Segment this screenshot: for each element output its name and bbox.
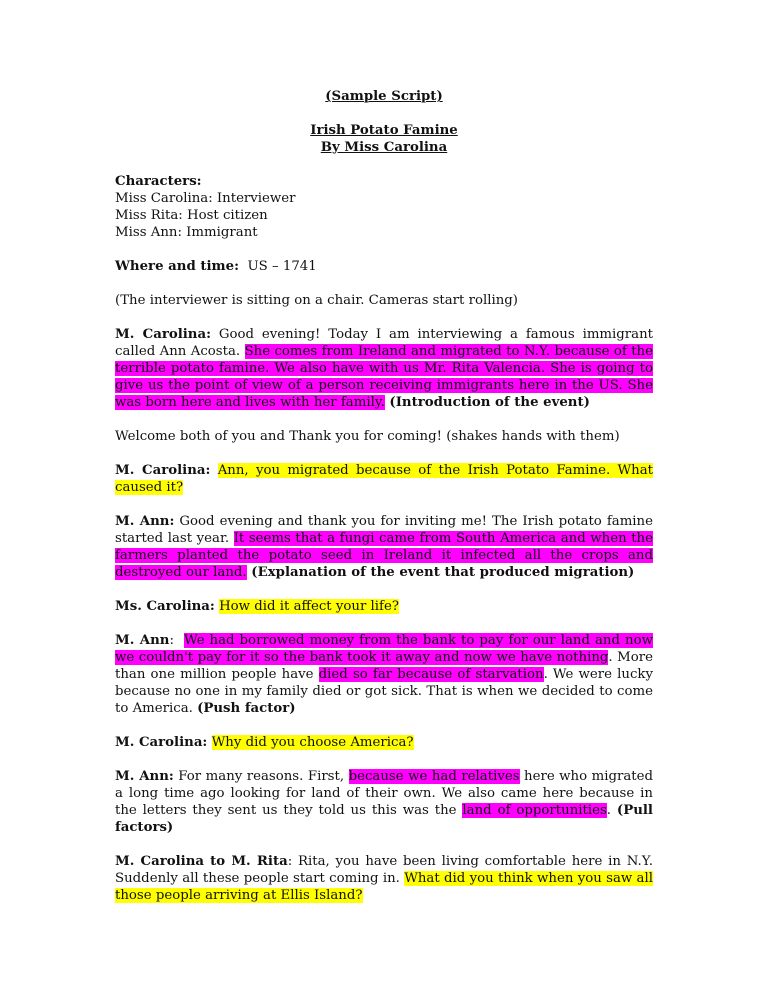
character-item: Miss Carolina: Interviewer [115,191,296,206]
annotation-note: (Introduction of the event) [384,395,590,410]
speaker-label: M. Ann [115,633,170,648]
dialogue-paragraph-1 [115,326,653,411]
stage-direction: (The interviewer is sitting on a chair. Cameras start rolling) [115,293,518,308]
dialogue-paragraph-2 [115,462,653,496]
annotation-note: (Push factor) [197,701,296,716]
highlighted-text: died so far because of starvation [318,667,544,682]
highlighted-text: She comes from Ireland and migrated to N.Y. because of the terrible potato famine. We also have with us Mr. Rita Valencia. She is going to give us the point of view of a person receiving immigrants here in the US. She was born here and lives with her family. [115,344,653,410]
dialogue-text: . [606,803,617,818]
dialogue-paragraph-8 [115,853,653,904]
dialogue-text: . More than one million people have [115,650,653,682]
document-title: Irish Potato Famine [310,123,458,138]
sample-label: (Sample Script) [325,89,443,104]
characters-section [115,173,653,241]
speaker-label: M. Carolina: [115,735,208,750]
dialogue-paragraph-7 [115,768,653,836]
dialogue-paragraph-6 [115,734,653,751]
dialogue-text: here who migrated a long time ago looking for land of their own. We also came here because in the letters they sent us they told us this was the [115,769,653,818]
speaker-label: Ms. Carolina: [115,599,215,614]
speaker-label: M. Ann: [115,769,174,784]
question-text: What did you think when you saw all those people arriving at Ellis Island? [115,871,653,903]
annotation-note: (Pull factors) [115,803,653,835]
question-text: How did it affect your life? [219,599,399,614]
where-and-time [115,258,653,275]
dialogue-text: : Rita, you have been living comfortable here in N.Y. Suddenly all these people start coming in. [115,854,654,886]
speaker-label: M. Carolina to M. Rita [115,854,288,869]
dialogue-text: . We were lucky because no one in my family died or got sick. That is when we decided to come to America. [115,667,653,716]
speaker-label: M. Ann: [115,514,175,529]
highlighted-text: We had borrowed money from the bank to pay for our land and now we couldn't pay for it so the bank took it away and now we have nothing [115,633,653,665]
speaker-label: M. Carolina: [115,463,211,478]
character-item: Miss Ann: Immigrant [115,225,258,240]
dialogue-text: Good evening! Today I am interviewing a famous immigrant called Ann Acosta. [115,327,653,359]
document-page [115,88,653,921]
dialogue-text: Good evening and thank you for inviting me! The Irish potato famine started last year. [115,514,653,546]
dialogue-paragraph-3 [115,513,653,581]
question-text: Why did you choose America? [211,735,414,750]
dialogue-paragraph-4 [115,598,653,615]
speaker-label: M. Carolina: [115,327,211,342]
dialogue-text: For many reasons. First, [173,769,349,784]
dialogue-paragraph-5 [115,632,653,717]
where-time-label: Where and time: [115,259,239,274]
question-text: Ann, you migrated because of the Irish Potato Famine. What caused it? [115,463,653,495]
annotation-note: (Explanation of the event that produced migration) [246,565,635,580]
speaker-colon: : [169,633,185,648]
character-item: Miss Rita: Host citizen [115,208,268,223]
where-time-value: US – 1741 [239,259,317,274]
highlighted-text: It seems that a fungi came from South America and when the farmers planted the potato seed in Ireland it infected all the crops and destroyed our land. [115,531,653,580]
characters-heading: Characters: [115,174,202,189]
welcome-line: Welcome both of you and Thank you for coming! (shakes hands with them) [115,429,620,444]
document-byline: By Miss Carolina [320,140,448,155]
highlighted-text: because we had relatives [348,769,520,784]
highlighted-text: land of opportunities [462,803,607,818]
